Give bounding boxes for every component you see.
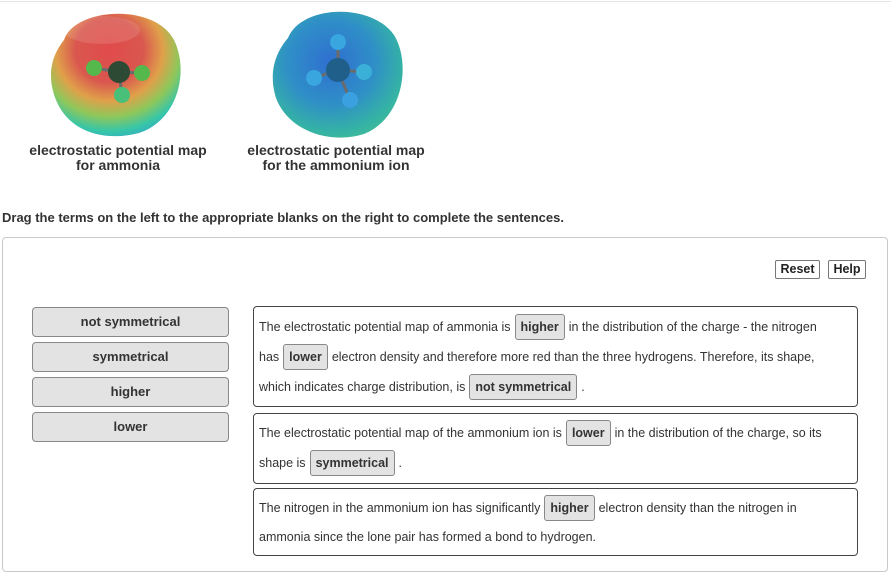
help-button[interactable]: Help (828, 260, 866, 279)
ammonium-caption (243, 143, 429, 173)
sentence-1-line-1 (259, 314, 817, 340)
sentence-3-line-1 (259, 495, 797, 521)
sentence-1-line-3 (259, 374, 585, 400)
term-symmetrical[interactable]: symmetrical (32, 342, 229, 372)
ammonia-caption-line1: electrostatic potential map (29, 142, 207, 158)
blank-not-symmetrical[interactable]: not symmetrical (469, 374, 577, 400)
reset-button[interactable]: Reset (775, 260, 820, 279)
ammonium-caption-line2: for the ammonium ion (262, 157, 410, 173)
instructions-text: Drag the terms on the left to the appropriate blanks on the right to complete the sentences. (2, 210, 564, 225)
sentence-2-line-1 (259, 420, 822, 446)
ammonia-caption (28, 143, 208, 173)
term-lower[interactable]: lower (32, 412, 229, 442)
sentence-box-1 (253, 306, 858, 407)
ammonia-potential-map-image (44, 0, 186, 142)
blank-lower[interactable]: lower (566, 420, 611, 446)
sentence-text: electron density than the nitrogen in (598, 501, 797, 515)
sentence-text: has (259, 350, 280, 364)
ammonia-caption-line2: for ammonia (75, 157, 160, 173)
blank-lower[interactable]: lower (283, 344, 328, 370)
ammonium-caption-line1: electrostatic potential map (247, 142, 425, 158)
sentence-box-2 (253, 413, 858, 484)
sentence-text: electron density and therefore more red than the three hydrogens. Therefore, its shape, (331, 350, 815, 364)
ammonium-potential-map-image (266, 0, 408, 142)
sentence-1-line-2 (259, 344, 815, 370)
sentence-text: The electrostatic potential map of the ammonium ion is (259, 426, 562, 440)
sentence-text: in the distribution of the charge - the nitrogen (568, 320, 817, 334)
sentence-text: The nitrogen in the ammonium ion has significantly (259, 501, 541, 515)
sentence-text: in the distribution of the charge, so its (614, 426, 822, 440)
blank-higher[interactable]: higher (544, 495, 594, 521)
sentence-2-line-2 (259, 450, 402, 476)
term-not-symmetrical[interactable]: not symmetrical (32, 307, 229, 337)
sentence-text: . (581, 380, 585, 394)
sentence-text: . (398, 456, 403, 470)
sentence-3-line-2 (259, 524, 596, 550)
blank-symmetrical[interactable]: symmetrical (310, 450, 395, 476)
sentence-text: shape is (259, 456, 306, 470)
sentence-text: ammonia since the lone pair has formed a bond to hydrogen. (259, 530, 597, 544)
sentence-box-3 (253, 488, 858, 556)
blank-higher[interactable]: higher (515, 314, 565, 340)
sentence-text: The electrostatic potential map of ammonia is (259, 320, 511, 334)
term-higher[interactable]: higher (32, 377, 229, 407)
sentence-text: which indicates charge distribution, is (259, 380, 466, 394)
